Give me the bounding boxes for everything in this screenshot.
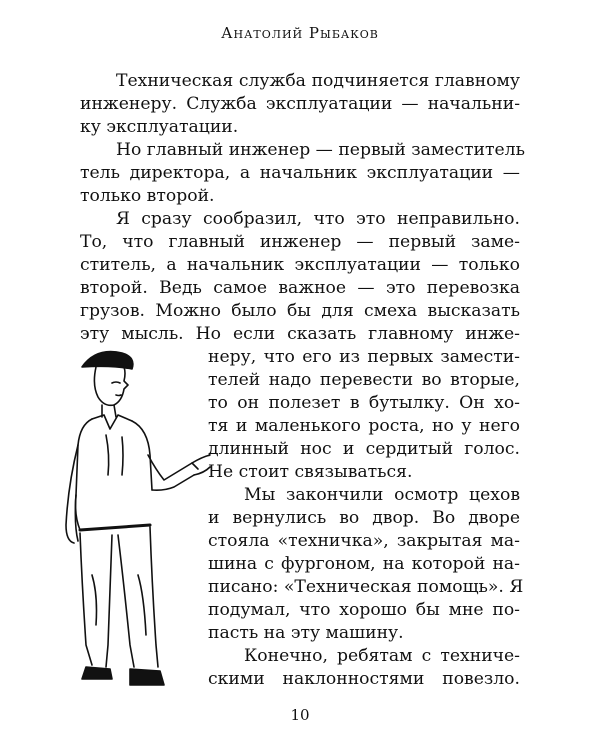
text-line: инженеру. Служба эксплуатации — начальни- [80, 94, 520, 114]
text-line: Не стоит связываться. [208, 462, 413, 482]
text-line: Я сразу сообразил, что это неправильно. [116, 209, 520, 229]
running-header: Анатолий Рыбаков [221, 24, 379, 42]
text-line: ститель, а начальник эксплуатации — только [80, 255, 520, 275]
text-line: То, что главный инженер — первый заме- [80, 232, 520, 252]
text-line: скими наклонностями повезло. [208, 669, 520, 689]
boy-illustration [52, 345, 212, 705]
page-number: 10 [290, 706, 310, 724]
text-line: стояла «техничка», закрытая ма- [208, 531, 520, 551]
text-line: длинный нос и сердитый голос. [208, 439, 520, 459]
text-line: писано: «Техническая помощь». Я [208, 577, 524, 597]
text-line: неру, что его из первых замести- [208, 347, 520, 367]
text-line: грузов. Можно было бы для смеха высказать [80, 301, 520, 321]
text-line: то он полезет в бутылку. Он хо- [208, 393, 520, 413]
text-line: Мы закончили осмотр цехов [244, 485, 520, 505]
text-line: и вернулись во двор. Во дворе [208, 508, 520, 528]
text-line: эту мысль. Но если сказать главному инже- [80, 324, 520, 344]
text-line: Но главный инженер — первый заместитель [116, 140, 525, 160]
text-line: телей надо перевести во вторые, [208, 370, 520, 390]
text-line: только второй. [80, 186, 215, 206]
text-line: пасть на эту машину. [208, 623, 404, 643]
text-line: тя и маленького роста, но у него [208, 416, 520, 436]
text-line: шина с фургоном, на которой на- [208, 554, 520, 574]
text-line: тель директора, а начальник эксплуатации — [80, 163, 520, 183]
text-line: подумал, что хорошо бы мне по- [208, 600, 520, 620]
text-line: второй. Ведь самое важное — это перевозка [80, 278, 520, 298]
text-line: Техническая служба подчиняется главному [116, 71, 520, 91]
text-line: Конечно, ребятам с техниче- [244, 646, 520, 666]
text-line: ку эксплуатации. [80, 117, 239, 137]
